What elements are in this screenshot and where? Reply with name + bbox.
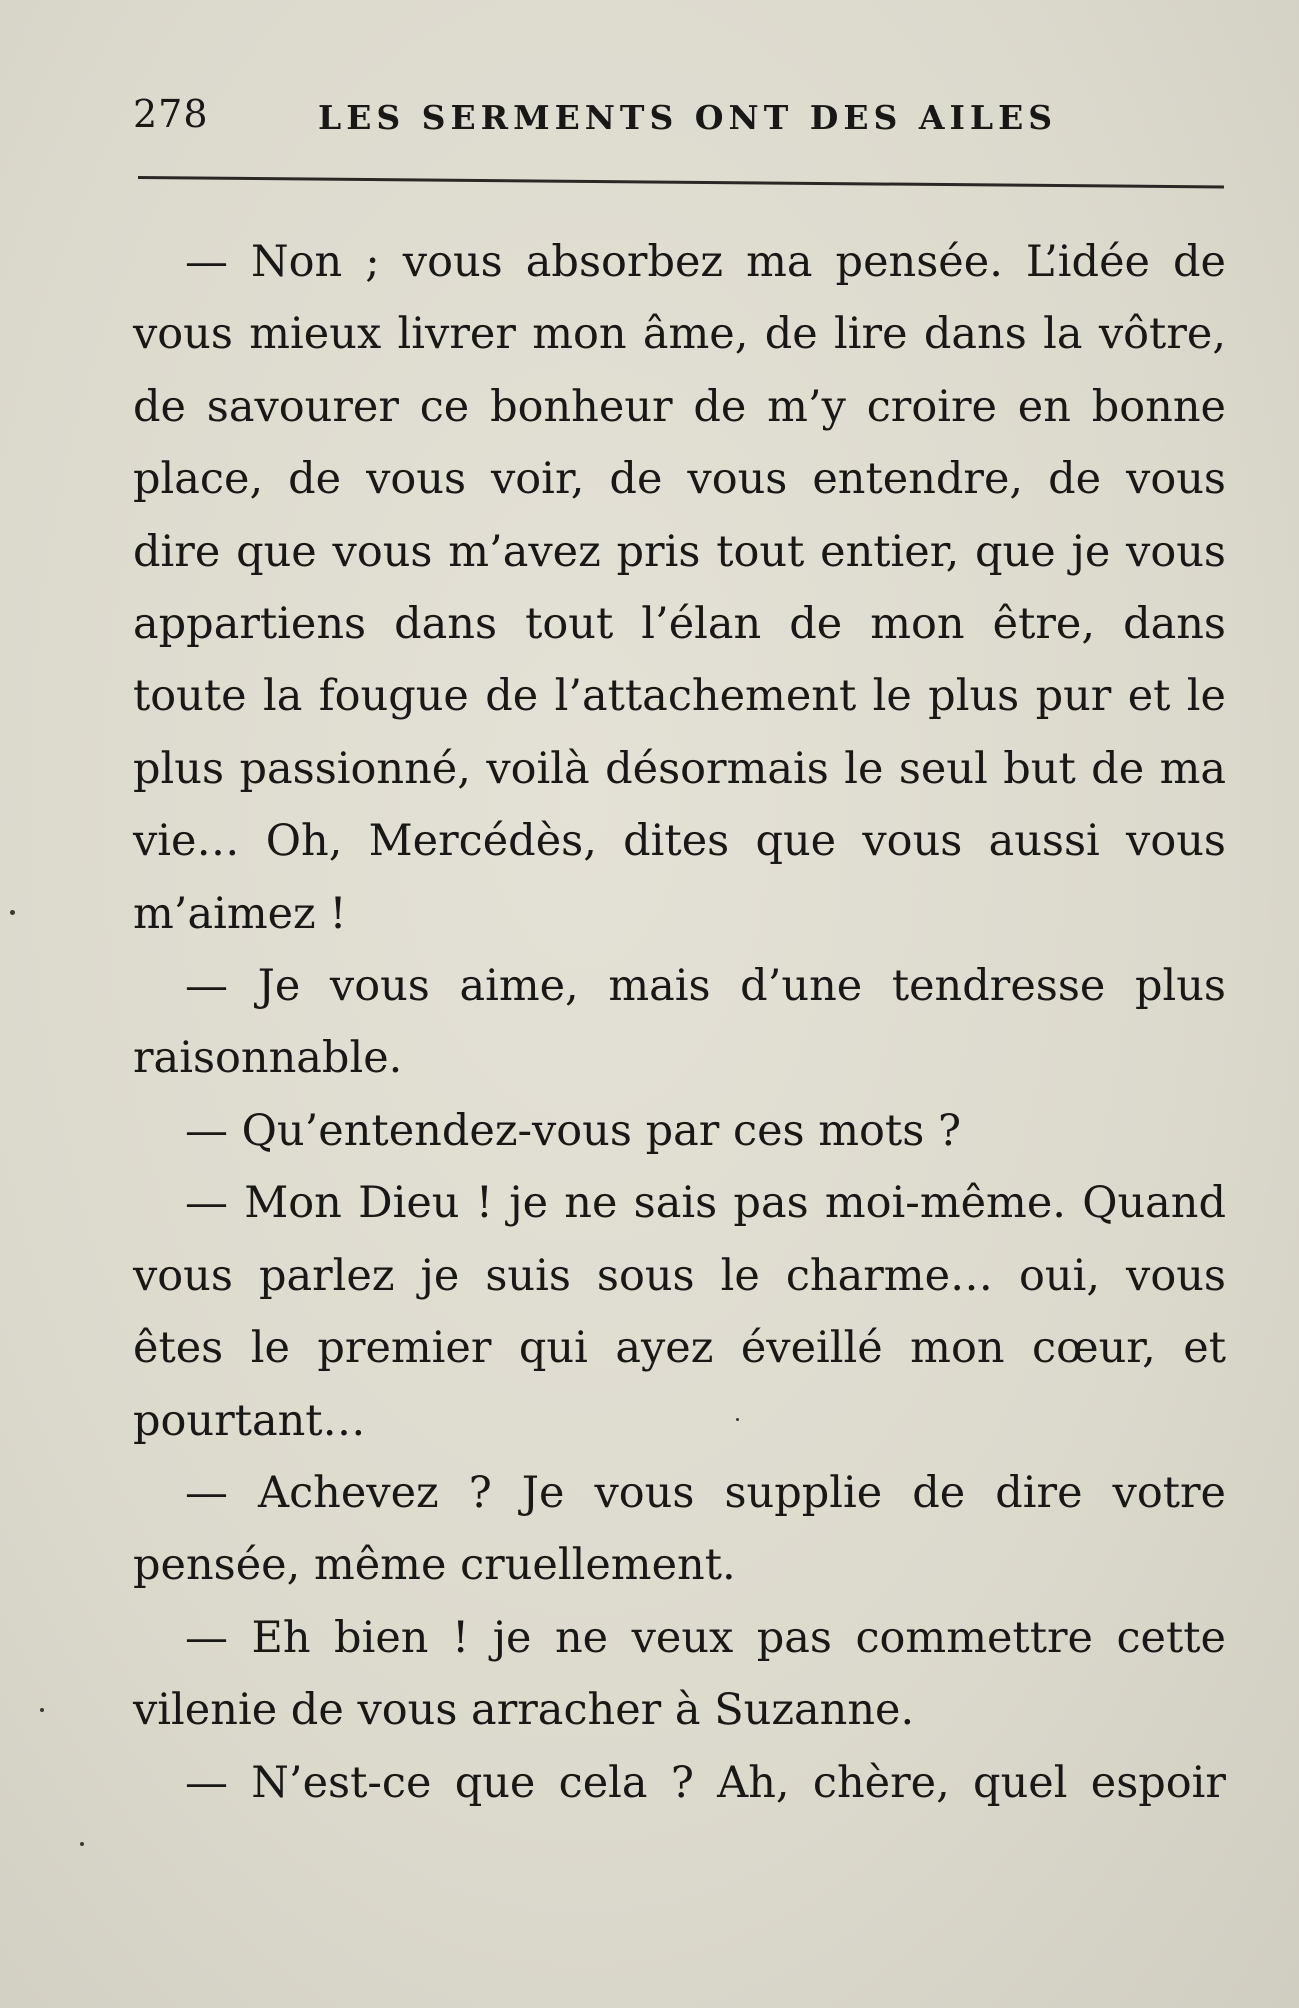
paragraph-2: — Je vous aime, mais d’une tendresse plus raisonnable. bbox=[133, 961, 1226, 1084]
book-title: LES SERMENTS ONT DES AILES bbox=[318, 98, 1058, 137]
paper-speck bbox=[80, 1842, 84, 1846]
body-text bbox=[133, 226, 1226, 1819]
paragraph-1: — Non ; vous absorbez ma pensée. L’idée de vous mieux livrer mon âme, de lire dans la vôtre, de savourer ce bonheur de m’y croire en bonne place, de vous voir, de vous entendre, de vous dire que vous m’avez pris tout entier, que je vous appartiens dans tout l’élan de mon être, dans toute la fougue de l’attachement le plus pur et le plus passionné, voilà désormais le seul but de ma vie… Oh, Mercédès, dites que vous aussi vous m’aimez ! bbox=[133, 237, 1226, 939]
running-head bbox=[133, 92, 1223, 152]
paragraph-7: — N’est-ce que cela ? Ah, chère, quel espoir bbox=[185, 1757, 1226, 1808]
paragraph-4: — Mon Dieu ! je ne sais pas moi-même. Quand vous parlez je suis sous le charme… oui, vous êtes le premier qui ayez éveillé mon cœur, et pourtant… bbox=[133, 1178, 1226, 1446]
header-rule bbox=[138, 176, 1224, 188]
paragraph-3: — Qu’entendez-vous par ces mots ? bbox=[185, 1105, 961, 1156]
paragraph-5: — Achevez ? Je vous supplie de dire votre pensée, même cruellement. bbox=[133, 1467, 1226, 1591]
page-number: 278 bbox=[133, 92, 209, 136]
paper-speck bbox=[10, 910, 15, 915]
paper-speck bbox=[40, 1708, 44, 1712]
paragraph-6: — Eh bien ! je ne veux pas commettre cette vilenie de vous arracher à Suzanne. bbox=[133, 1612, 1226, 1736]
paper-speck bbox=[736, 1418, 739, 1421]
